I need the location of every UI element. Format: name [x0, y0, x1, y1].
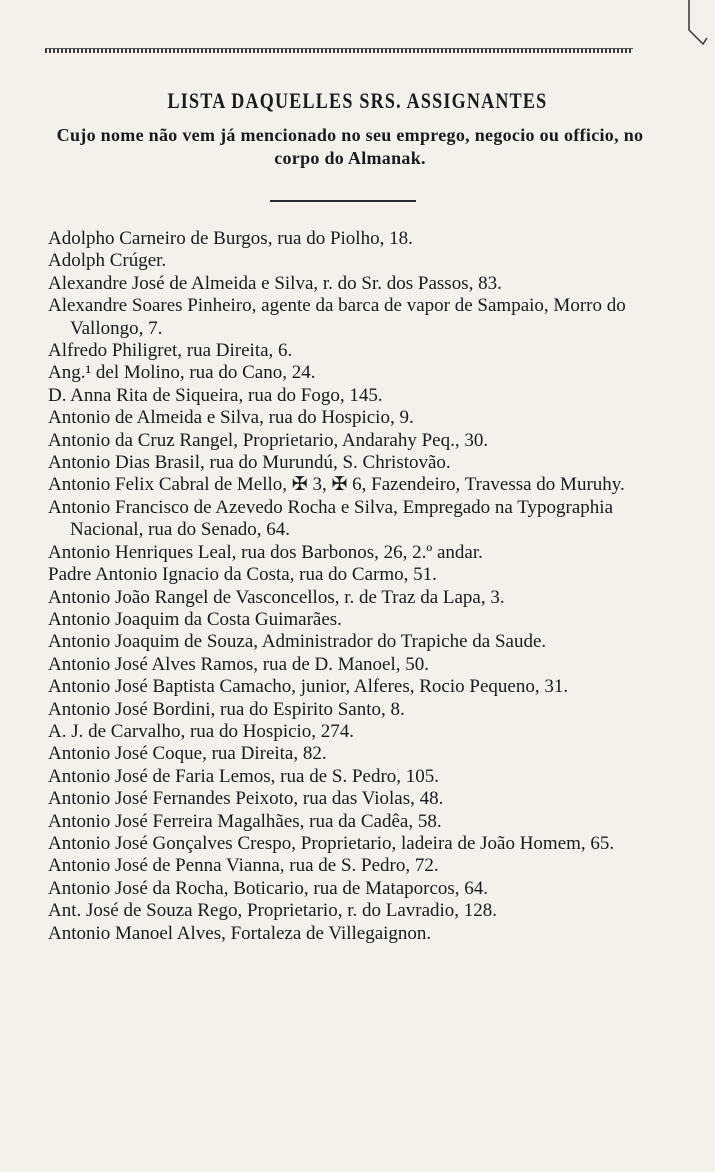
- list-item: Antonio José Gonçalves Crespo, Proprietario, ladeira de João Homem, 65.: [48, 832, 615, 854]
- list-item: Antonio José de Faria Lemos, rua de S. Pedro, 105.: [48, 765, 440, 787]
- list-item: Antonio José Ferreira Magalhães, rua da Cadêa, 58.: [48, 810, 442, 832]
- list-item: Antonio José Alves Ramos, rua de D. Manoel, 50.: [48, 653, 430, 675]
- section-divider: [270, 200, 416, 202]
- list-item: Alexandre Soares Pinheiro, agente da barca de vapor de Sampaio, Morro do Vallongo, 7.: [48, 295, 626, 339]
- list-item: Adolpho Carneiro de Burgos, rua do Piolho, 18.: [48, 228, 413, 249]
- list-item: Adolph Crúger.: [48, 250, 167, 272]
- list-item: Antonio João Rangel de Vasconcellos, r. de Traz da Lapa, 3.: [48, 586, 505, 608]
- list-item: Ang.¹ del Molino, rua do Cano, 24.: [48, 362, 316, 384]
- list-item: Antonio de Almeida e Silva, rua do Hospicio, 9.: [48, 407, 414, 429]
- list-item: Padre Antonio Ignacio da Costa, rua do Carmo, 51.: [48, 564, 437, 586]
- list-item: Antonio Manoel Alves, Fortaleza de Villegaignon.: [48, 922, 432, 944]
- list-item: Antonio da Cruz Rangel, Proprietario, Andarahy Peq., 30.: [48, 429, 489, 451]
- list-item: Ant. José de Souza Rego, Proprietario, r. do Lavradio, 128.: [48, 900, 498, 922]
- list-item: Antonio José Coque, rua Direita, 82.: [48, 743, 327, 765]
- list-item: Antonio José Baptista Camacho, junior, Alferes, Rocio Pequeno, 31.: [48, 676, 569, 698]
- list-item: Antonio Joaquim da Costa Guimarães.: [48, 608, 342, 630]
- list-item: D. Anna Rita de Siqueira, rua do Fogo, 145.: [48, 384, 383, 406]
- list-item: Alfredo Philigret, rua Direita, 6.: [48, 340, 293, 362]
- list-item: Antonio Felix Cabral de Mello, ✠ 3, ✠ 6, Fazendeiro, Travessa do Muruhy.: [48, 474, 625, 496]
- list-item: Antonio Dias Brasil, rua do Murundú, S. Christovão.: [48, 452, 451, 474]
- page-corner-mark: [685, 0, 709, 50]
- list-item: Antonio Francisco de Azevedo Rocha e Silva, Empregado na Typographia Nacional, rua do Senado, 64.: [48, 496, 613, 541]
- list-item: Antonio Henriques Leal, rua dos Barbonos, 26, 2.º andar.: [48, 541, 483, 563]
- page-title: LISTA DAQUELLES SRS. ASSIGNANTES: [167, 88, 548, 113]
- list-item: Antonio José Bordini, rua do Espirito Santo, 8.: [48, 698, 405, 720]
- subscriber-list: [48, 228, 678, 945]
- list-item: Alexandre José de Almeida e Silva, r. do Sr. dos Passos, 83.: [48, 272, 502, 294]
- list-item: Antonio José de Penna Vianna, rua de S. Pedro, 72.: [48, 855, 439, 877]
- list-item: Antonio José da Rocha, Boticario, rua de Mataporcos, 64.: [48, 877, 489, 899]
- top-decorative-rule: [45, 48, 633, 53]
- list-item: Antonio José Fernandes Peixoto, rua das Violas, 48.: [48, 788, 444, 810]
- page-subtitle: Cujo nome não vem já mencionado no seu emprego, negocio ou officio, no corpo do Almanak.: [56, 125, 644, 168]
- list-item: Antonio Joaquim de Souza, Administrador do Trapiche da Saude.: [48, 631, 547, 653]
- list-item: A. J. de Carvalho, rua do Hospicio, 274.: [48, 720, 355, 742]
